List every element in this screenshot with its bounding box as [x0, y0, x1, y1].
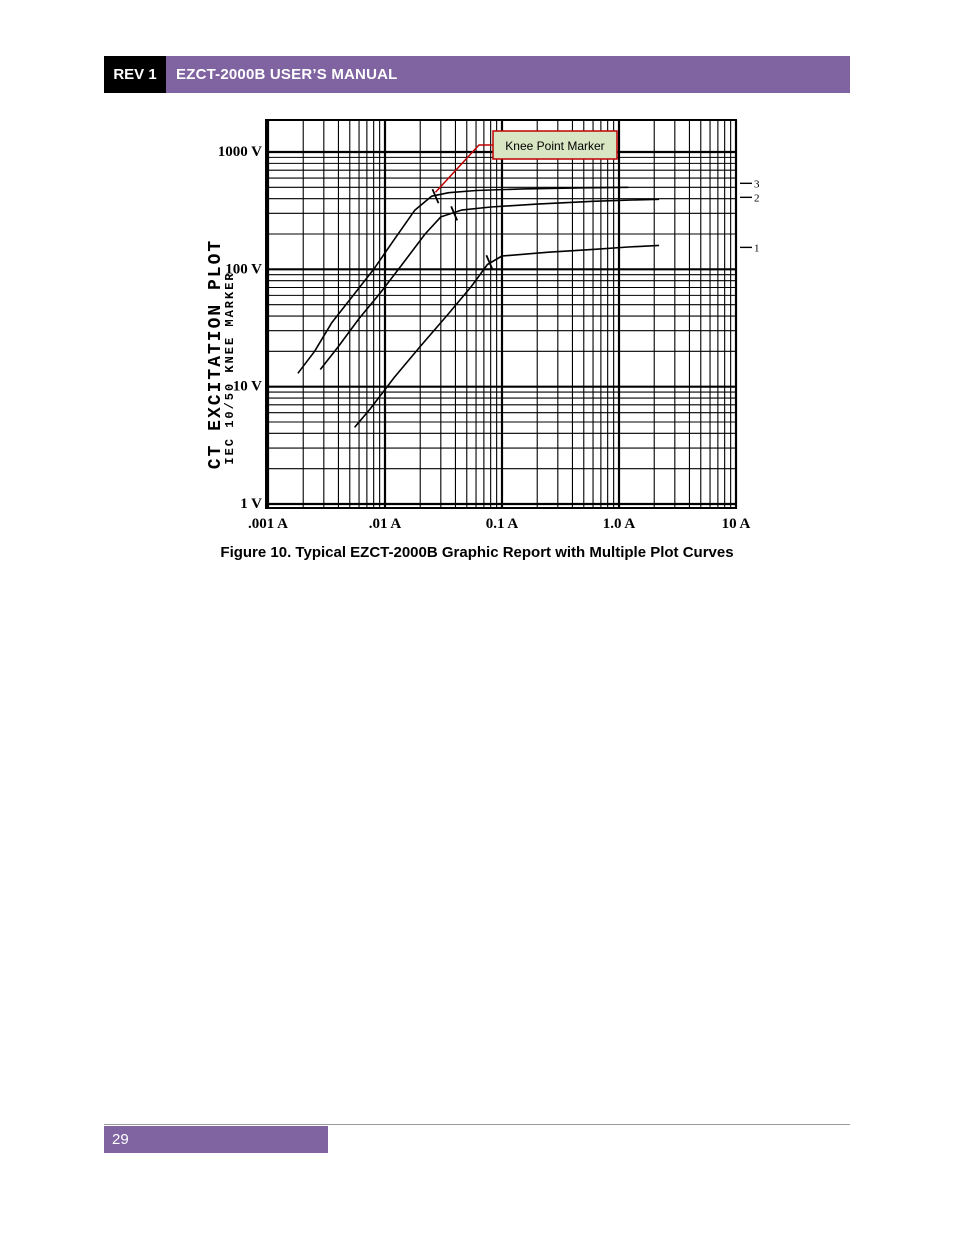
knee-point-callout — [436, 131, 618, 192]
chart-title-group — [206, 239, 237, 469]
figure-caption: Figure 10. Typical EZCT-2000B Graphic Report with Multiple Plot Curves — [220, 544, 734, 561]
grid-lines — [266, 120, 736, 508]
y-tick-label: 1 V — [240, 496, 262, 512]
page-header — [104, 56, 850, 93]
chart-svg — [190, 112, 760, 544]
series-label-3: 3 — [754, 178, 760, 191]
x-tick-label: 0.1 A — [485, 516, 519, 532]
series-lines — [298, 187, 659, 427]
chart-title: CT EXCITATION PLOT — [206, 238, 226, 470]
footer-divider — [104, 1124, 850, 1125]
manual-title: EZCT-2000B USER’S MANUAL — [176, 66, 398, 83]
x-tick-label: .001 A — [247, 516, 289, 532]
y-tick-label: 100 V — [225, 261, 262, 278]
series-label-2: 2 — [754, 192, 760, 205]
series-label-1: 1 — [754, 242, 760, 255]
x-tick-label: 10 A — [721, 516, 751, 532]
y-tick-label: 10 V — [232, 378, 262, 395]
series-line-2 — [320, 199, 659, 369]
x-tick-label: 1.0 A — [602, 516, 636, 532]
chart-subtitle: IEC 10/50 KNEE MARKER — [223, 271, 237, 465]
x-tick-label: .01 A — [368, 516, 402, 532]
series-labels — [740, 178, 760, 254]
page-number: 29 — [104, 1126, 328, 1153]
callout-text: Knee Point Marker — [505, 139, 605, 153]
revision-label: REV 1 — [104, 56, 166, 93]
excitation-chart — [190, 112, 760, 544]
y-tick-label: 1000 V — [217, 144, 262, 160]
